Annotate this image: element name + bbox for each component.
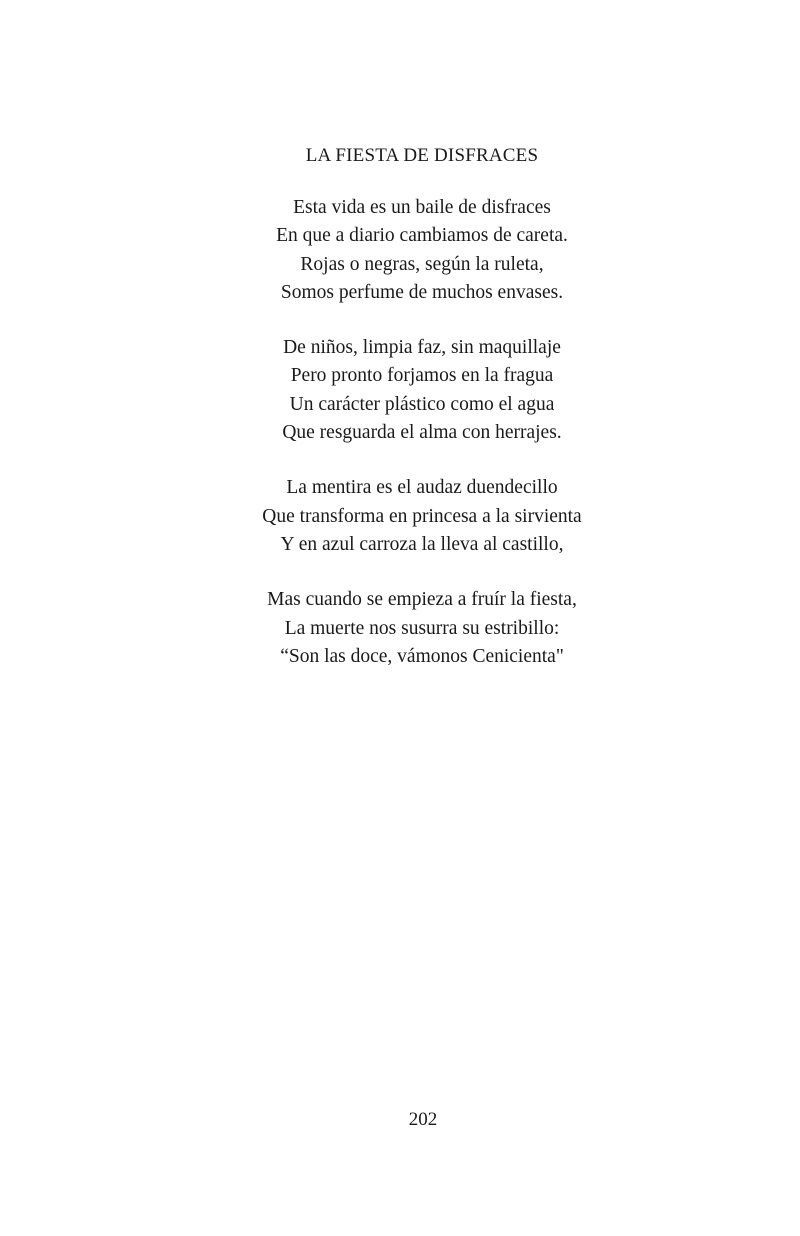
poem-line: Pero pronto forjamos en la fragua [290, 365, 554, 387]
poem-line: Que resguarda el alma con herrajes. [282, 422, 562, 444]
poem-line: Un carácter plástico como el agua [289, 393, 555, 415]
poem-line: “Son las doce, vámonos Cenicienta" [280, 645, 564, 667]
poem-line: Rojas o negras, según la ruleta, [300, 253, 544, 275]
stanza-1 [222, 194, 622, 307]
poem-line: En que a diario cambiamos de careta. [276, 225, 568, 247]
stanza-4 [222, 586, 622, 671]
poem-title: LA FIESTA DE DISFRACES [305, 145, 539, 166]
poem-line: De niños, limpia faz, sin maquillaje [283, 337, 561, 359]
poem-line: La mentira es el audaz duendecillo [286, 477, 558, 499]
stanza-2 [222, 334, 622, 447]
poem-line: Y en azul carroza la lleva al castillo, [280, 533, 564, 555]
poem-line: La muerte nos susurra su estribillo: [284, 617, 560, 639]
page-number: 202 [408, 1109, 438, 1130]
stanza-3 [222, 474, 622, 559]
poem-line: Mas cuando se empieza a fruír la fiesta, [267, 589, 577, 611]
poem-line: Somos perfume de muchos envases. [280, 281, 564, 303]
poem [222, 142, 622, 698]
poem-line: Que transforma en princesa a la sirvienta [262, 505, 582, 527]
poem-line: Esta vida es un baile de disfraces [293, 197, 551, 218]
